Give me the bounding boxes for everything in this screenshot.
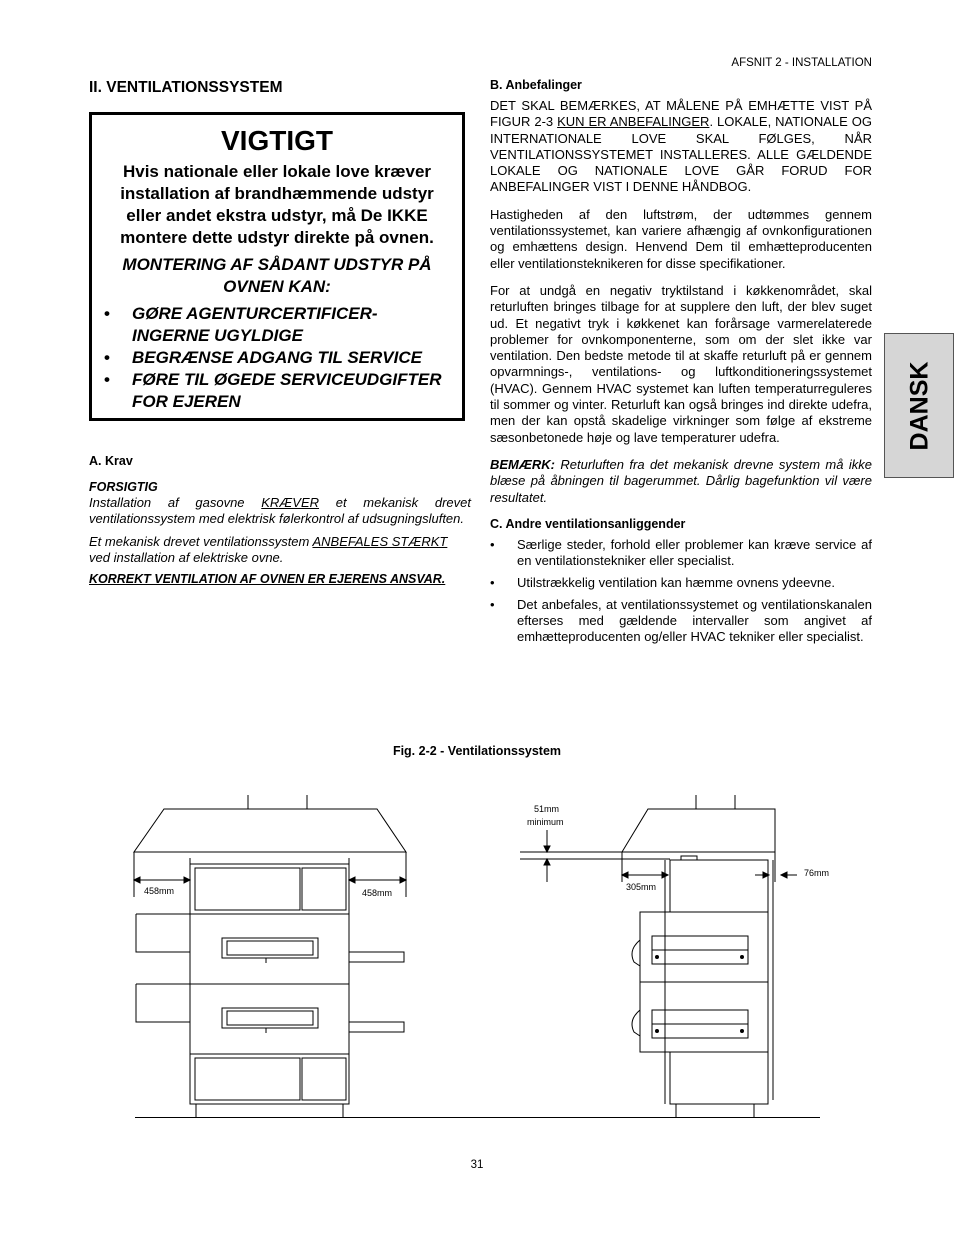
dim-305-label: 305mm (626, 882, 657, 892)
running-header: AFSNIT 2 - INSTALLATION (731, 57, 872, 69)
warning-body: Hvis nationale eller lokale love kræver installation af brandhæmmende udstyr eller andet ekstra udstyr, må De IKKE montere dette udstyr direkte på ovnen. (120, 162, 434, 247)
warning-title: VIGTIGT (221, 125, 333, 156)
list-item: • Det anbefales, at ventilationssystemet og ventilationskanalen efterses med gældende intervaller som angivet af emhætteproducenten og/eller HVAC tekniker eller specialist. (490, 597, 872, 646)
dim-right-label: 458mm (362, 888, 393, 898)
dim-min-b-label: minimum (527, 817, 564, 827)
page-number: 31 (470, 1159, 484, 1171)
krav-paragraph-1: Installation af gasovne KRÆVER et mekanisk drevet ventilationssystem med elektrisk følerkontrol af udsugningsluften. (89, 495, 471, 527)
dim-min-a-label: 51mm (534, 804, 560, 814)
list-item: • Utilstrækkelig ventilation kan hæmme ovnens ydeevne. (490, 575, 872, 591)
dim-left-label: 458mm (144, 886, 175, 896)
hood-front (134, 795, 406, 852)
anbefalinger-paragraph-3: For at undgå en negativ tryktilstand i køkkenområdet, skal returluften bringes tilbage for at supplere den luft, der blev suget ud. Et negativt tryk i køkkenet kan forårsage varmerelaterede problemer for ovnkomponenterne, som om der slet ikke var ventilation. Den bedste metode til at skaffe returluft på er gennem opvarmnings-, ventilations- og luftkonditioneringssystemet (HVAC). Gennem HVAC systemet kan luften temperaturreguleres til sommer og vinter. Returluft kan også bringes ind direkte udefra, men der kan opstå skadelige virkninger som følge af ekstreme sæsonbetonede høje og lave temperaturer udefra. (490, 282, 872, 445)
warning-item: • GØRE AGENTURCERTIFICER-INGERNE UGYLDIGE (104, 303, 452, 347)
warning-item: • BEGRÆNSE ADGANG TIL SERVICE (104, 347, 452, 369)
figure-caption: Fig. 2-2 - Ventilationssystem (392, 744, 562, 758)
warning-item: • FØRE TIL ØGEDE SERVICEUDGIFTER FOR EJEREN (104, 369, 452, 413)
caution-label: FORSIGTIG (89, 480, 158, 494)
krav-responsibility: KORREKT VENTILATION AF OVNEN ER EJERENS ANSVAR. (89, 572, 446, 587)
anbefalinger-paragraph-1: DET SKAL BEMÆRKES, AT MÅLENE PÅ EMHÆTTE VIST PÅ FIGUR 2-3 KUN ER ANBEFALINGER. LOKALE, NATIONALE OG INTERNATIONALE LOVE SKAL FØLGES, NÅR VENTILATIONSSYSTEMET INSTALLERES. ALLE GÆLDENDE LOKALE OG NATIONALE LOVE GÅR FORUD FOR ANBEFALINGER VIST I DENNE HÅNDBOG. (490, 98, 872, 195)
oven-front (136, 864, 404, 1117)
anbefalinger-heading: B. Anbefalinger (490, 78, 582, 92)
language-tab-label: DANSK (905, 361, 934, 451)
dim-76-label: 76mm (804, 868, 830, 878)
list-item: • Særlige steder, forhold eller problemer kan kræve service af en ventilationstekniker eller specialist. (490, 537, 872, 570)
krav-paragraph-2: Et mekanisk drevet ventilationssystem ANBEFALES STÆRKT ved installation af elektriske ovne. (89, 533, 448, 565)
anbefalinger-paragraph-2: Hastigheden af den luftstrøm, der udtømmes gennem ventilationssystemet, kan variere afhængig af ovnkonfigurationen og emhættens design. Henvend Dem til emhætteproducenten eller ventilationsteknikeren for disse specifikationer. (490, 206, 872, 271)
oven-side (632, 856, 773, 1117)
andre-heading: C. Andre ventilationsanliggender (490, 516, 686, 531)
krav-heading: A. Krav (89, 454, 133, 468)
section-title: II. VENTILATIONSSYSTEM (89, 79, 283, 96)
note-paragraph: BEMÆRK: Returluften fra det mekanisk drevne system må ikke blæse på åbningen til bagerummet. Dårlig bagefunktion vil være resultatet. (490, 456, 872, 505)
hood-side (622, 795, 775, 852)
warning-subtitle: MONTERING AF SÅDANT UDSTYR PÅ OVNEN KAN: (122, 255, 432, 296)
